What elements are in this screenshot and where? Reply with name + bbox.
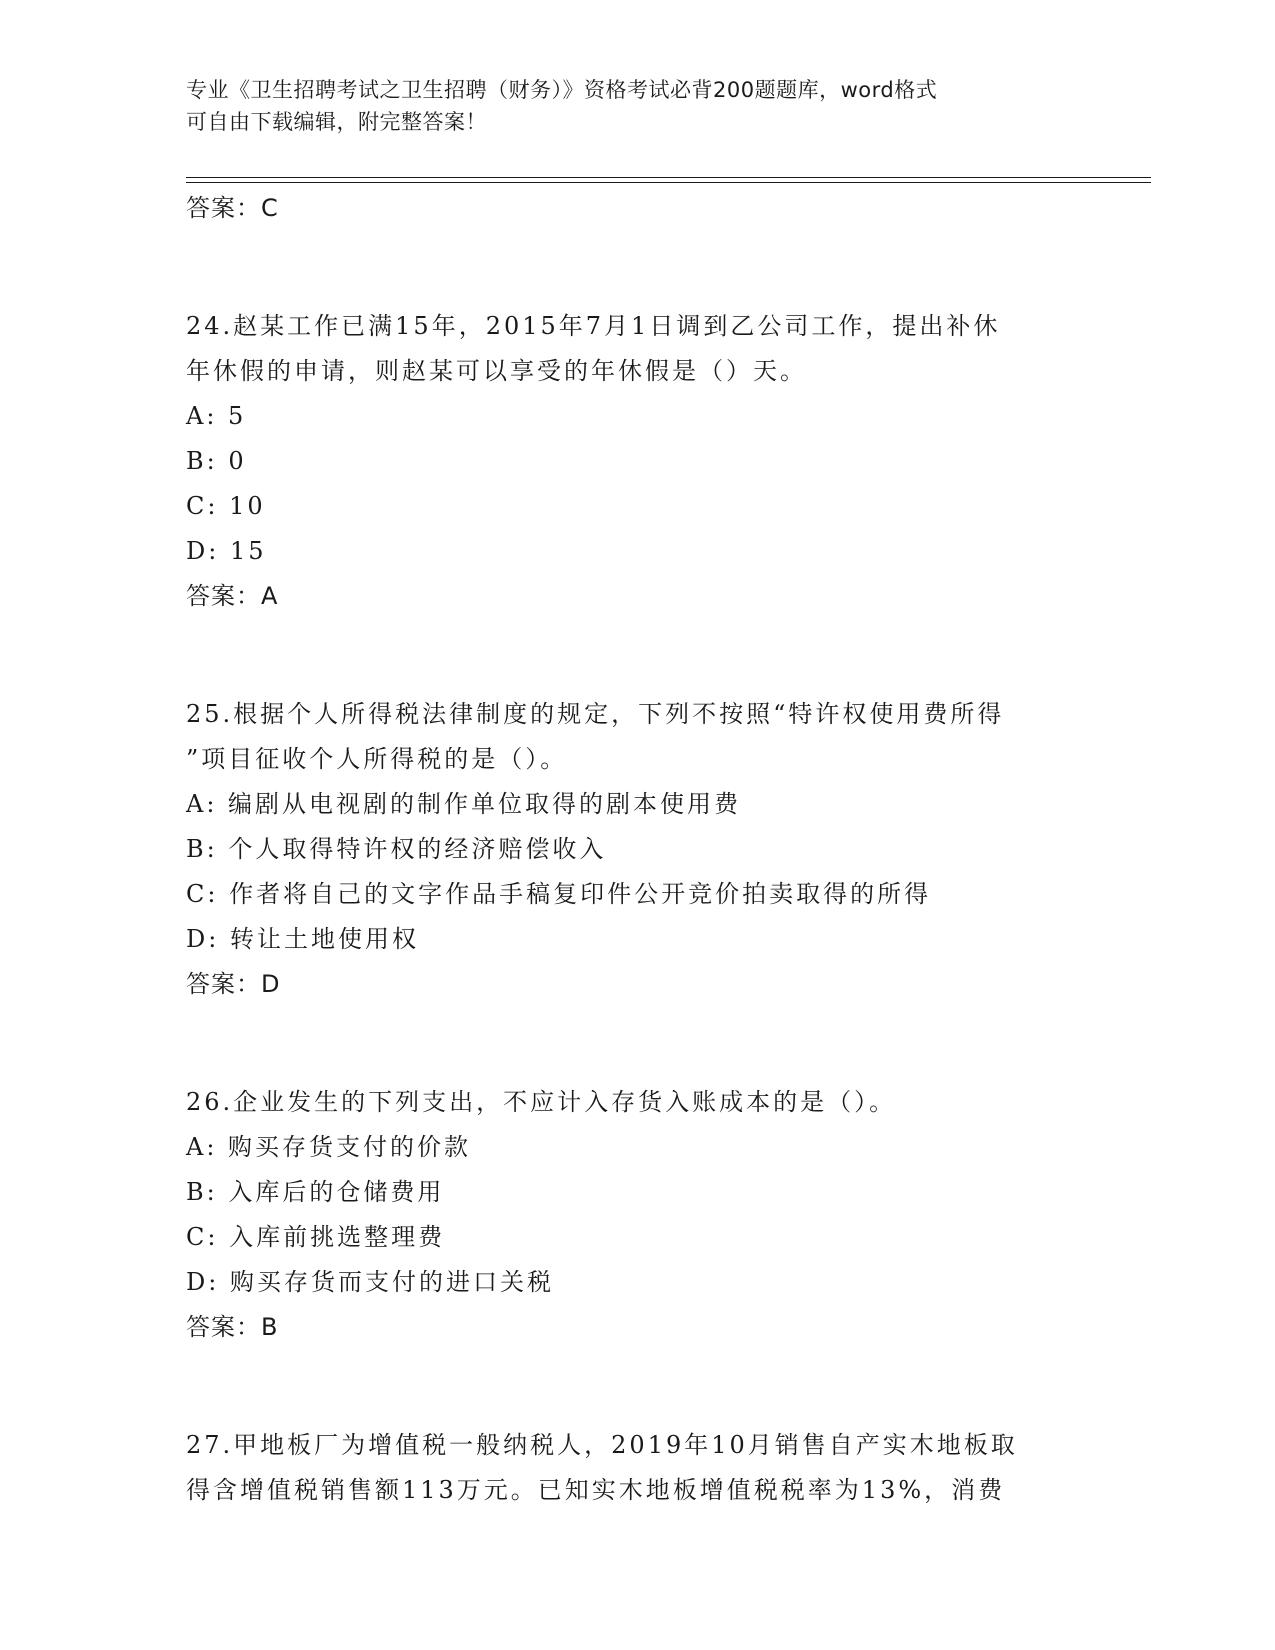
option-a: A: 编剧从电视剧的制作单位取得的剧本使用费 [186, 790, 742, 818]
option-b: B: 0 [186, 447, 247, 475]
question-25 [186, 692, 1086, 1007]
page-header [186, 74, 1086, 138]
header-rule-top [186, 177, 1151, 178]
question-27 [186, 1423, 1086, 1513]
option-d: D: 购买存货而支付的进口关税 [186, 1268, 554, 1296]
option-c: C: 入库前挑选整理费 [186, 1223, 446, 1251]
question-text: 27.甲地板厂为增值税一般纳税人，2019年10月销售自产实木地板取 [186, 1431, 1018, 1459]
question-text: 26.企业发生的下列支出，不应计入存货入账成本的是（）。 [186, 1088, 897, 1116]
option-d: D: 转让土地使用权 [186, 925, 419, 953]
option-a: A: 购买存货支付的价款 [186, 1133, 472, 1161]
header-line-1: 专业《卫生招聘考试之卫生招聘（财务）》资格考试必背200题题库，word格式 [186, 78, 938, 102]
answer: 答案：D [186, 970, 281, 998]
question-text: 得含增值税销售额113万元。已知实木地板增值税税率为13%，消费 [186, 1476, 1006, 1504]
option-b: B: 个人取得特许权的经济赔偿收入 [186, 835, 607, 863]
answer: 答案：B [186, 1313, 279, 1341]
option-c: C: 10 [186, 492, 266, 520]
option-c: C: 作者将自己的文字作品手稿复印件公开竞价拍卖取得的所得 [186, 880, 932, 908]
question-text: 25.根据个人所得税法律制度的规定，下列不按照“特许权使用费所得 [186, 700, 1005, 728]
spacer [186, 1350, 1086, 1423]
header-line-2: 可自由下载编辑，附完整答案！ [186, 110, 487, 134]
question-text: 24.赵某工作已满15年，2015年7月1日调到乙公司工作，提出补休 [186, 312, 1001, 340]
question-text: 年休假的申请，则赵某可以享受的年休假是（）天。 [186, 357, 807, 385]
option-a: A: 5 [186, 402, 247, 430]
spacer [186, 619, 1086, 692]
header-rule-bottom [186, 182, 1151, 183]
document-body [186, 186, 1086, 1513]
spacer [186, 231, 1086, 304]
question-text: ”项目征收个人所得税的是（）。 [186, 745, 568, 773]
question-26 [186, 1080, 1086, 1350]
question-24 [186, 304, 1086, 619]
option-b: B: 入库后的仓储费用 [186, 1178, 445, 1206]
prev-answer: 答案：C [186, 194, 279, 222]
option-d: D: 15 [186, 537, 267, 565]
spacer [186, 1007, 1086, 1080]
answer: 答案：A [186, 582, 279, 610]
